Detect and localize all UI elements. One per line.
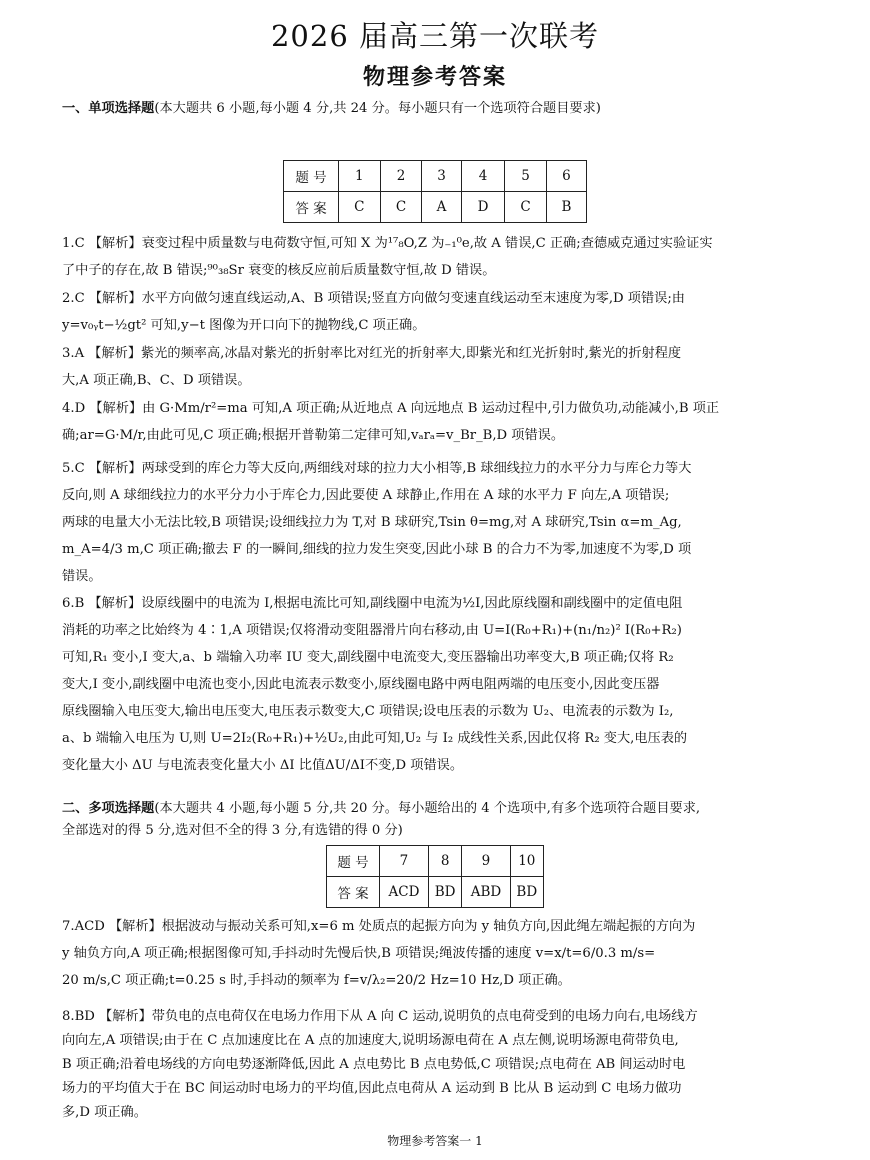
solution-line: 6.B 【解析】设原线圈中的电流为 I,根据电流比可知,副线圈中电流为½I,因此原线圈和副线圈中的定值电阻 [62, 596, 683, 611]
table-cell: BD [428, 877, 461, 908]
solution-line: 7.ACD 【解析】根据波动与振动关系可知,x=6 m 处质点的起振方向为 y 轴负方向,因此绳左端起振的方向为 [62, 919, 696, 934]
solution-line: 反向,则 A 球细线拉力的水平分力小于库仑力,因此要使 A 球静止,作用在 A 球的水平力 F 向左,A 项错误; [62, 488, 670, 503]
table-cell: 8 [428, 846, 461, 877]
solution-2 [62, 285, 814, 339]
solution-line: 场力的平均值大于在 BC 间运动时电场力的平均值,因此点电荷从 A 运动到 B 比从 B 运动到 C 电场力做功 [62, 1081, 682, 1096]
table-row-answers [327, 877, 544, 908]
section2-note: (本大题共 4 小题,每小题 5 分,共 20 分。每小题给出的 4 个选项中,有多个选项符合题目要求, [154, 801, 701, 816]
solution-line: 错误。 [62, 569, 102, 584]
solution-8 [62, 1005, 814, 1125]
solution-line: 原线圈输入电压变大,输出电压变大,电压表示数变大,C 项错误;设电压表的示数为 U₂、电流表的示数为 I₂, [62, 704, 674, 719]
page-subtitle: 物理参考答案 [362, 64, 507, 90]
solution-line: 确;ar=G·M/r,由此可见,C 项正确;根据开普勒第二定律可知,vₐrₐ=v_Br_B,D 项错误。 [62, 428, 565, 443]
table-cell: 3 [422, 161, 461, 192]
solution-line: y=v₀ᵧt−½gt² 可知,y−t 图像为开口向下的抛物线,C 项正确。 [62, 318, 426, 333]
table-cell: D [461, 192, 504, 223]
solution-7 [62, 913, 814, 994]
answer-table-1 [283, 160, 587, 223]
table-cell: ACD [380, 877, 429, 908]
table-cell: B [546, 192, 586, 223]
table-cell: 6 [546, 161, 586, 192]
section1-heading [62, 98, 601, 120]
table-cell: 7 [380, 846, 429, 877]
solution-line: 20 m/s,C 项正确;t=0.25 s 时,手抖动的频率为 f=v/λ₂=20/2 Hz=10 Hz,D 项正确。 [62, 973, 571, 988]
table-cell: BD [510, 877, 543, 908]
solution-line: 多,D 项正确。 [62, 1105, 147, 1120]
solution-line: 变大,I 变小,副线圈中电流也变小,因此电流表示数变小,原线圈电路中两电阻两端的电压变小,因此变压器 [62, 677, 660, 692]
solution-line: a、b 端输入电压为 U,则 U=2I₂(R₀+R₁)+½U₂,由此可知,U₂ 与 I₂ 成线性关系,因此仅将 R₂ 变大,电压表的 [62, 731, 688, 746]
solution-line: 两球的电量大小无法比较,B 项错误;设细线拉力为 T,对 B 球研究,Tsin θ=mg,对 A 球研究,Tsin α=m_Ag, [62, 515, 682, 530]
table-cell: 9 [462, 846, 510, 877]
solution-line: 8.BD 【解析】带负电的点电荷仅在电场力作用下从 A 向 C 运动,说明负的点电荷受到的电场力向右,电场线方 [62, 1009, 698, 1024]
table-row-answers [284, 192, 587, 223]
solution-4 [62, 395, 814, 449]
solution-line: 消耗的功率之比始终为 4∶1,A 项错误;仅将滑动变阻器滑片向右移动,由 U=I(R₀+R₁)+(n₁/n₂)² I(R₀+R₂) [62, 623, 682, 638]
section1-title: 一、单项选择题 [62, 101, 155, 116]
solution-line: 了中子的存在,故 B 错误;⁹⁰₃₈Sr 衰变的核反应前后质量数守恒,故 D 错误。 [62, 263, 496, 278]
solution-line: 大,A 项正确,B、C、D 项错误。 [62, 373, 251, 388]
table-cell: C [505, 192, 547, 223]
table-cell: 4 [461, 161, 504, 192]
row-label-answer: 答 案 [327, 877, 380, 908]
table-cell: 2 [380, 161, 422, 192]
solution-line: 2.C 【解析】水平方向做匀速直线运动,A、B 项错误;竖直方向做匀变速直线运动至末速度为零,D 项错误;由 [62, 291, 685, 306]
section2-heading [62, 798, 814, 842]
table-cell: C [380, 192, 422, 223]
page-title: 2026 届高三第一次联考 [270, 19, 600, 53]
table-cell: 1 [339, 161, 381, 192]
solution-line: 可知,R₁ 变小,I 变大,a、b 端输入功率 IU 变大,副线圈中电流变大,变压器输出功率变大,B 项正确;仅将 R₂ [62, 650, 674, 665]
solution-6 [62, 590, 814, 779]
table-cell: ABD [462, 877, 510, 908]
solution-line: 3.A 【解析】紫光的频率高,冰晶对紫光的折射率比对红光的折射率大,即紫光和红光折射时,紫光的折射程度 [62, 346, 682, 361]
solution-line: 变化量大小 ΔU 与电流表变化量大小 ΔI 比值ΔU/ΔI不变,D 项错误。 [62, 758, 464, 773]
table-cell: 10 [510, 846, 543, 877]
table-row-questions [284, 161, 587, 192]
row-label-question: 题 号 [284, 161, 339, 192]
section2-note2: 全部选对的得 5 分,选对但不全的得 3 分,有选错的得 0 分) [62, 823, 403, 838]
solution-3 [62, 340, 814, 394]
solution-5 [62, 455, 814, 590]
solution-line: m_A=4/3 m,C 项正确;撤去 F 的一瞬间,细线的拉力发生突变,因此小球 B 的合力不为零,加速度不为零,D 项 [62, 542, 692, 557]
solution-line: 1.C 【解析】衰变过程中质量数与电荷数守恒,可知 X 为¹⁷₈O,Z 为₋₁⁰e,故 A 错误,C 正确;查德威克通过实验证实 [62, 236, 713, 251]
solution-line: 5.C 【解析】两球受到的库仑力等大反向,两细线对球的拉力大小相等,B 球细线拉力的水平分力与库仑力等大 [62, 461, 692, 476]
section1-note: (本大题共 6 小题,每小题 4 分,共 24 分。每小题只有一个选项符合题目要求) [154, 101, 601, 116]
solution-line: 4.D 【解析】由 G·Mm/r²=ma 可知,A 项正确;从近地点 A 向远地点 B 运动过程中,引力做负功,动能减小,B 项正 [62, 401, 720, 416]
solution-line: B 项正确;沿着电场线的方向电势逐渐降低,因此 A 点电势比 B 点电势低,C 项错误;点电荷在 AB 间运动时电 [62, 1057, 686, 1072]
page-footer: 物理参考答案一 1 [387, 1134, 483, 1148]
solution-line: 向向左,A 项错误;由于在 C 点加速度比在 A 点的加速度大,说明场源电荷在 A 点左侧,说明场源电荷带负电, [62, 1033, 679, 1048]
section2-title: 二、多项选择题 [62, 801, 155, 816]
row-label-question: 题 号 [327, 846, 380, 877]
table-row-questions [327, 846, 544, 877]
table-cell: C [339, 192, 381, 223]
row-label-answer: 答 案 [284, 192, 339, 223]
solution-1 [62, 230, 814, 284]
table-cell: 5 [505, 161, 547, 192]
answer-table-2 [326, 845, 544, 908]
solution-line: y 轴负方向,A 项正确;根据图像可知,手抖动时先慢后快,B 项错误;绳波传播的速度 v=x/t=6/0.3 m/s= [62, 946, 656, 961]
table-cell: A [422, 192, 461, 223]
